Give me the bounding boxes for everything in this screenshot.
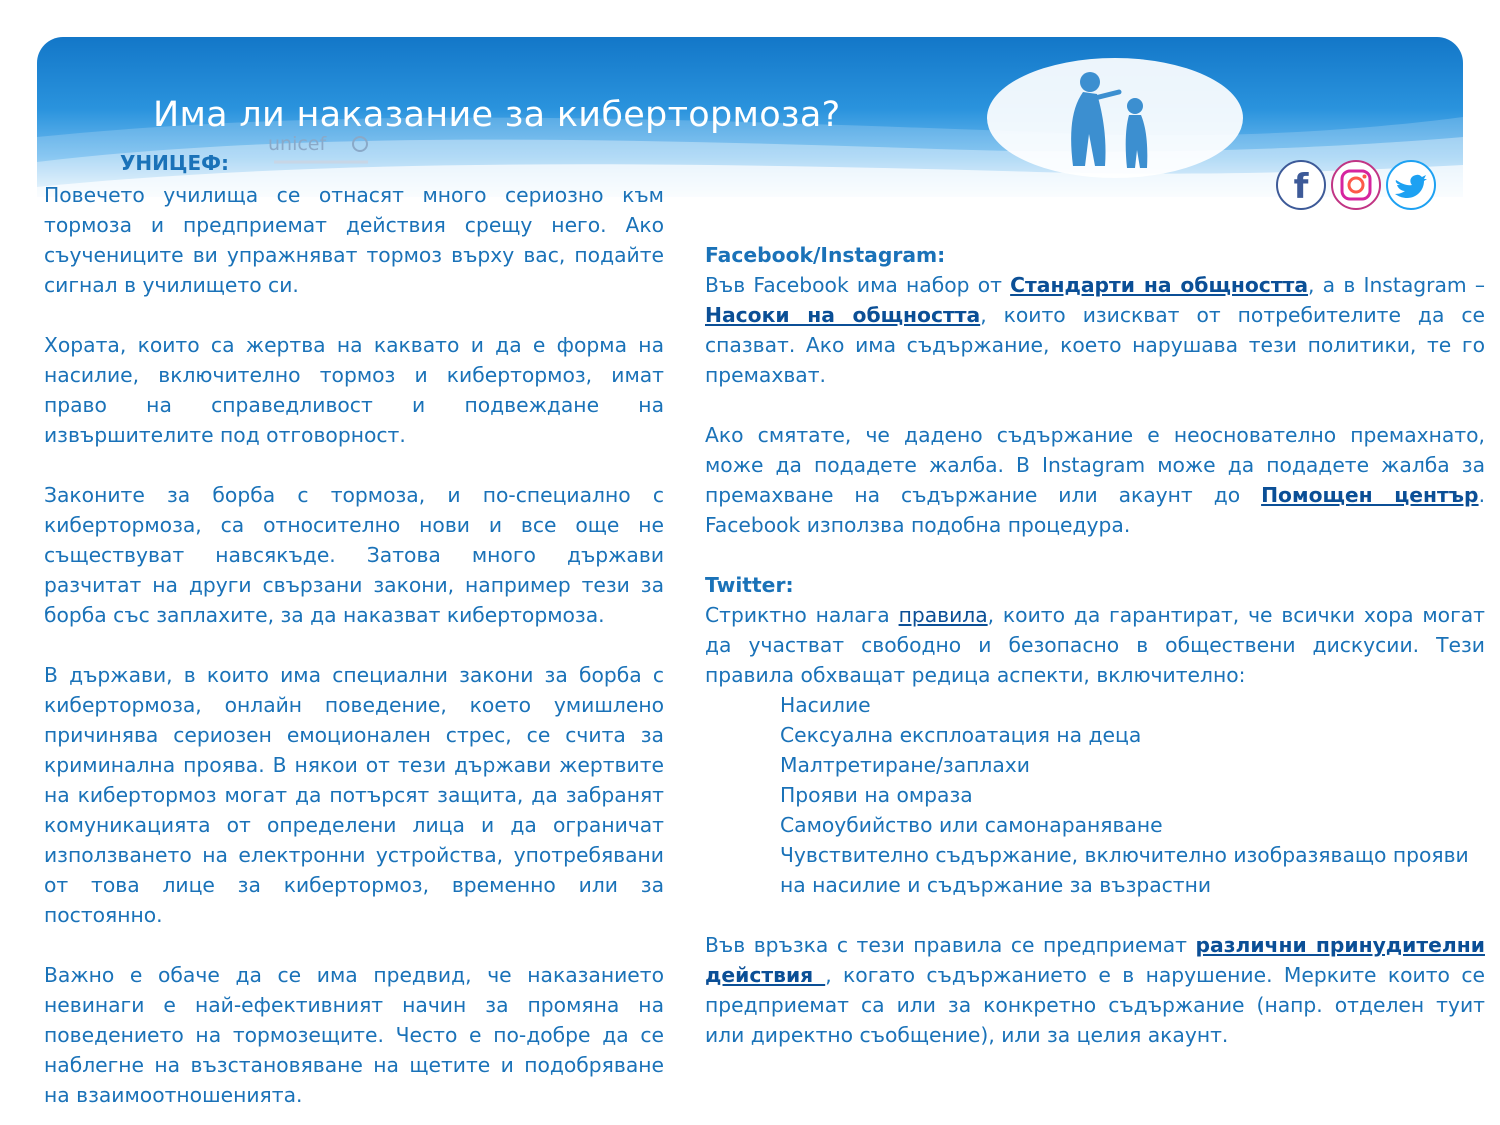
- facebook-icon: [1277, 161, 1325, 209]
- twitter-paragraph-1: [705, 600, 1485, 690]
- list-item: Самоубийство или самонараняване: [780, 813, 1163, 837]
- instagram-icon: [1332, 161, 1380, 209]
- svg-text:f: f: [1293, 167, 1309, 207]
- fb-text-2b: . Facebook използва подобна процедура.: [705, 483, 1486, 537]
- community-guidelines-link[interactable]: Насоки на общността: [705, 303, 981, 327]
- right-column: [705, 240, 1485, 1050]
- list-item: Прояви на омраза: [780, 783, 973, 807]
- parent-child-illustration: [985, 54, 1245, 182]
- tw-text-2b: , когато съдържанието е в нарушение. Мерките които се предприемат са или за конкретно съдържание (напр. отделен туит или директно съобщение), или за целия акаунт.: [705, 963, 1485, 1047]
- svg-text:unicef: unicef: [268, 133, 327, 155]
- facebook-instagram-heading: Facebook/Instagram:: [705, 243, 946, 267]
- tw-text-2a: Във връзка с тези правила се предприемат: [705, 933, 1196, 957]
- fb-text-1c: , които изискват от потребителите да се спазват. Ако има съдържание, което нарушава тези политики, те го премахват.: [705, 303, 1486, 387]
- twitter-heading: Twitter:: [705, 573, 794, 597]
- list-item: Чувствително съдържание, включително изобразяващо прояви на насилие и съдържание за възрастни: [780, 843, 1469, 897]
- list-item: Сексуална експлоатация на деца: [780, 723, 1142, 747]
- left-paragraph-3: Законите за борба с тормоза, и по-специално с кибертормоза, са относително нови и все още не съществуват навсякъде. Затова много държави разчитат на други свързани закони, например тези за борба със заплахите, за да наказват кибертормоза.: [44, 483, 664, 627]
- facebook-paragraph-2: [705, 420, 1485, 540]
- list-item: Малтретиране/заплахи: [780, 753, 1030, 777]
- tw-text-1a: Стриктно налага: [705, 603, 899, 627]
- header-banner: [37, 37, 1463, 197]
- twitter-rules-list: [705, 690, 1485, 900]
- community-standards-link[interactable]: Стандарти на общността: [1010, 273, 1309, 297]
- twitter-icon: [1387, 161, 1435, 209]
- left-paragraph-2: Хората, които са жертва на каквато и да е форма на насилие, включително тормоз и кибертормоз, имат право на справедливост и подвеждане на извършителите под отговорност.: [44, 333, 664, 447]
- unicef-heading: УНИЦЕФ:: [120, 151, 229, 175]
- social-icons-group: [1276, 158, 1436, 218]
- facebook-paragraph-1: [705, 270, 1485, 390]
- page-title: Има ли наказание за кибертормоза?: [153, 95, 841, 135]
- fb-text-1b: , а в Instagram –: [1308, 273, 1485, 297]
- twitter-paragraph-2: [705, 930, 1485, 1050]
- left-paragraph-1: Повечето училища се отнасят много сериозно към тормоза и предприемат действия срещу него. Ако съучениците ви упражняват тормоз върху вас, подайте сигнал в училището си.: [44, 183, 664, 297]
- fb-text-2a: Ако смятате, че дадено съдържание е неоснователно премахнато, може да подадете жалба. В Instagram може да подадете жалба за премахване на съдържание или акаунт до: [705, 423, 1485, 507]
- left-column: [44, 180, 664, 1110]
- tw-text-1b: , които да гарантират, че всички хора могат да участват свободно и безопасно в обществени дискусии. Тези правила обхващат редица аспекти, включително:: [705, 603, 1485, 687]
- left-paragraph-5: Важно е обаче да се има предвид, че наказанието невинаги е най-ефективният начин за промяна на поведението на тормозещите. Често е по-добре да се наблегне на възстановяване на щетите и подобряване на взаимоотношенията.: [44, 963, 664, 1107]
- twitter-rules-link[interactable]: правила: [898, 603, 988, 627]
- enforcement-actions-link[interactable]: различни принудителни действия: [705, 933, 1485, 987]
- left-paragraph-4: В държави, в които има специални закони за борба с кибертормоза, онлайн поведение, което умишлено причинява сериозен емоционален стрес, се счита за криминална проява. В някои от тези държави жертвите на кибертормоз могат да потърсят защита, да забранят комуникацията от определени лица и да ограничат използването на електронни устройства, употребявани от това лице за кибертормоз, временно или за постоянно.: [44, 663, 664, 927]
- list-item: Насилие: [780, 693, 871, 717]
- help-center-link[interactable]: Помощен център: [1261, 483, 1479, 507]
- unicef-logo: [268, 130, 378, 170]
- fb-text-1a: Във Facebook има набор от: [705, 273, 1011, 297]
